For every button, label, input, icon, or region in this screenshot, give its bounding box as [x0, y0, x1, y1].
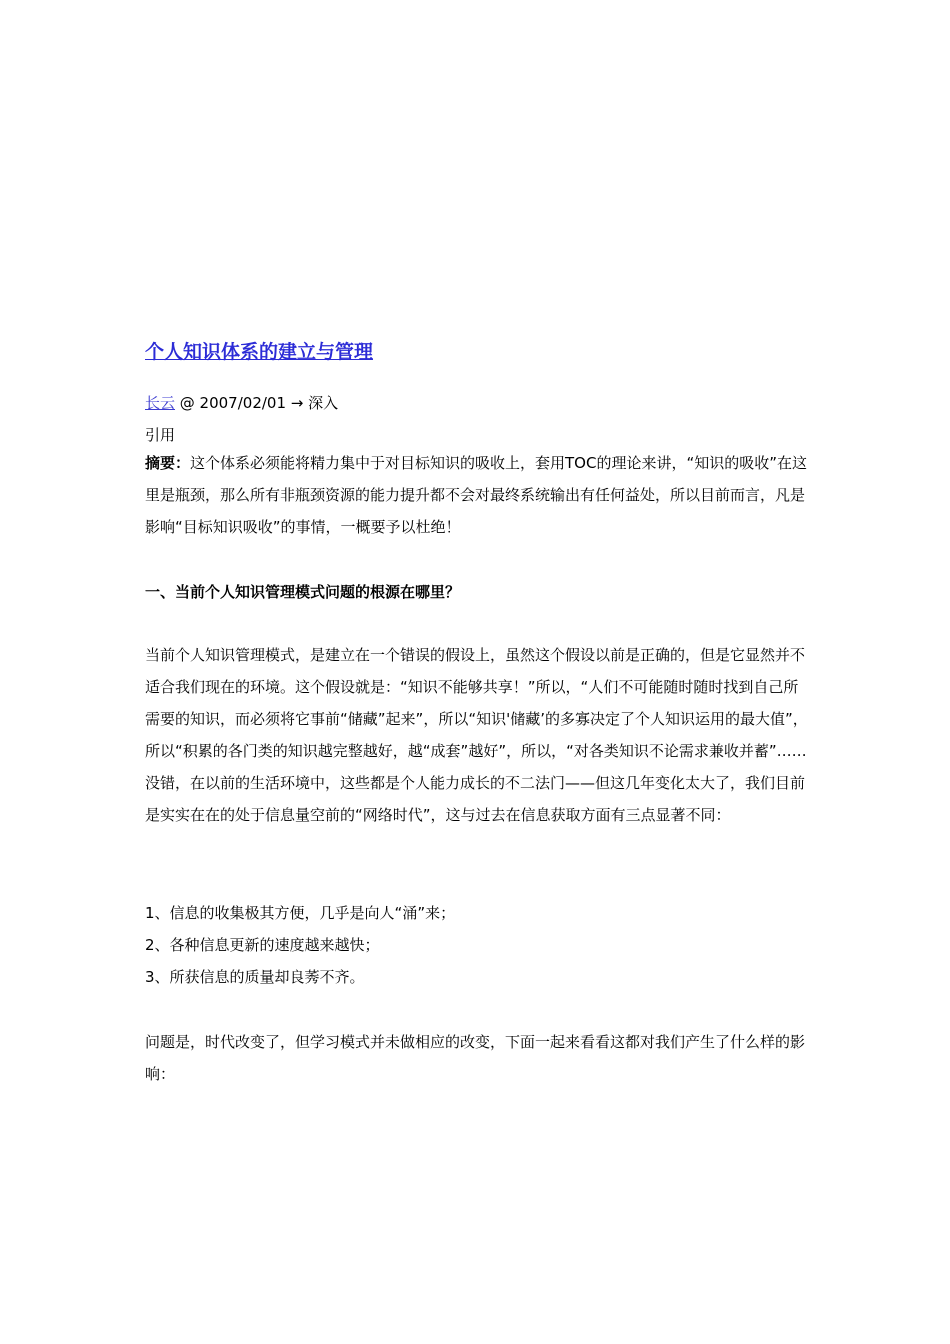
section-heading: 一、当前个人知识管理模式问题的根源在哪里？ [145, 583, 461, 601]
paragraph-1: 当前个人知识管理模式，是建立在一个错误的假设上，虽然这个假设以前是正确的，但是它显然并不适合我们现在的环境。这个假设就是：“知识不能够共享！”所以，“人们不可能随时随时找到自己所需要的知识，而必须将它事前“储藏”起来”，所以“知识'储藏’的多寡决定了个人知识运用的最大值”，所以“积累的各门类的知识越完整越好，越“成套”越好”，所以，“对各类知识不论需求兼收并蓄”……没错，在以前的生活环境中，这些都是个人能力成长的不二法门——但这几年变化太大了，我们目前是实实在在的处于信息量空前的“网络时代”，这与过去在信息获取方面有三点显著不同： [145, 646, 808, 824]
list-item: 3、所获信息的质量却良莠不齐。 [145, 968, 365, 986]
article-title-link[interactable]: 个人知识体系的建立与管理 [145, 341, 374, 363]
list-item: 1、信息的收集极其方便，几乎是向人“涌”来； [145, 904, 456, 922]
list-item: 2、各种信息更新的速度越来越快； [145, 936, 380, 954]
difference-list [145, 897, 810, 993]
abstract [145, 447, 810, 543]
article-meta [145, 392, 338, 413]
post-date-category: @ 2007/02/01 → 深入 [175, 394, 339, 412]
abstract-text: 这个体系必须能将精力集中于对目标知识的吸收上，套用TOC的理论来讲，“知识的吸收”在这里是瓶颈，那么所有非瓶颈资源的能力提升都不会对最终系统输出有任何益处，所以目前而言，凡是影响“目标知识吸收”的事情，一概要予以杜绝！ [145, 454, 808, 536]
cite-label: 引用 [145, 426, 176, 444]
abstract-label: 摘要： [145, 454, 191, 472]
paragraph-2: 问题是，时代改变了，但学习模式并未做相应的改变，下面一起来看看这都对我们产生了什么样的影响： [145, 1033, 806, 1083]
author-link[interactable]: 长云 [145, 394, 176, 412]
